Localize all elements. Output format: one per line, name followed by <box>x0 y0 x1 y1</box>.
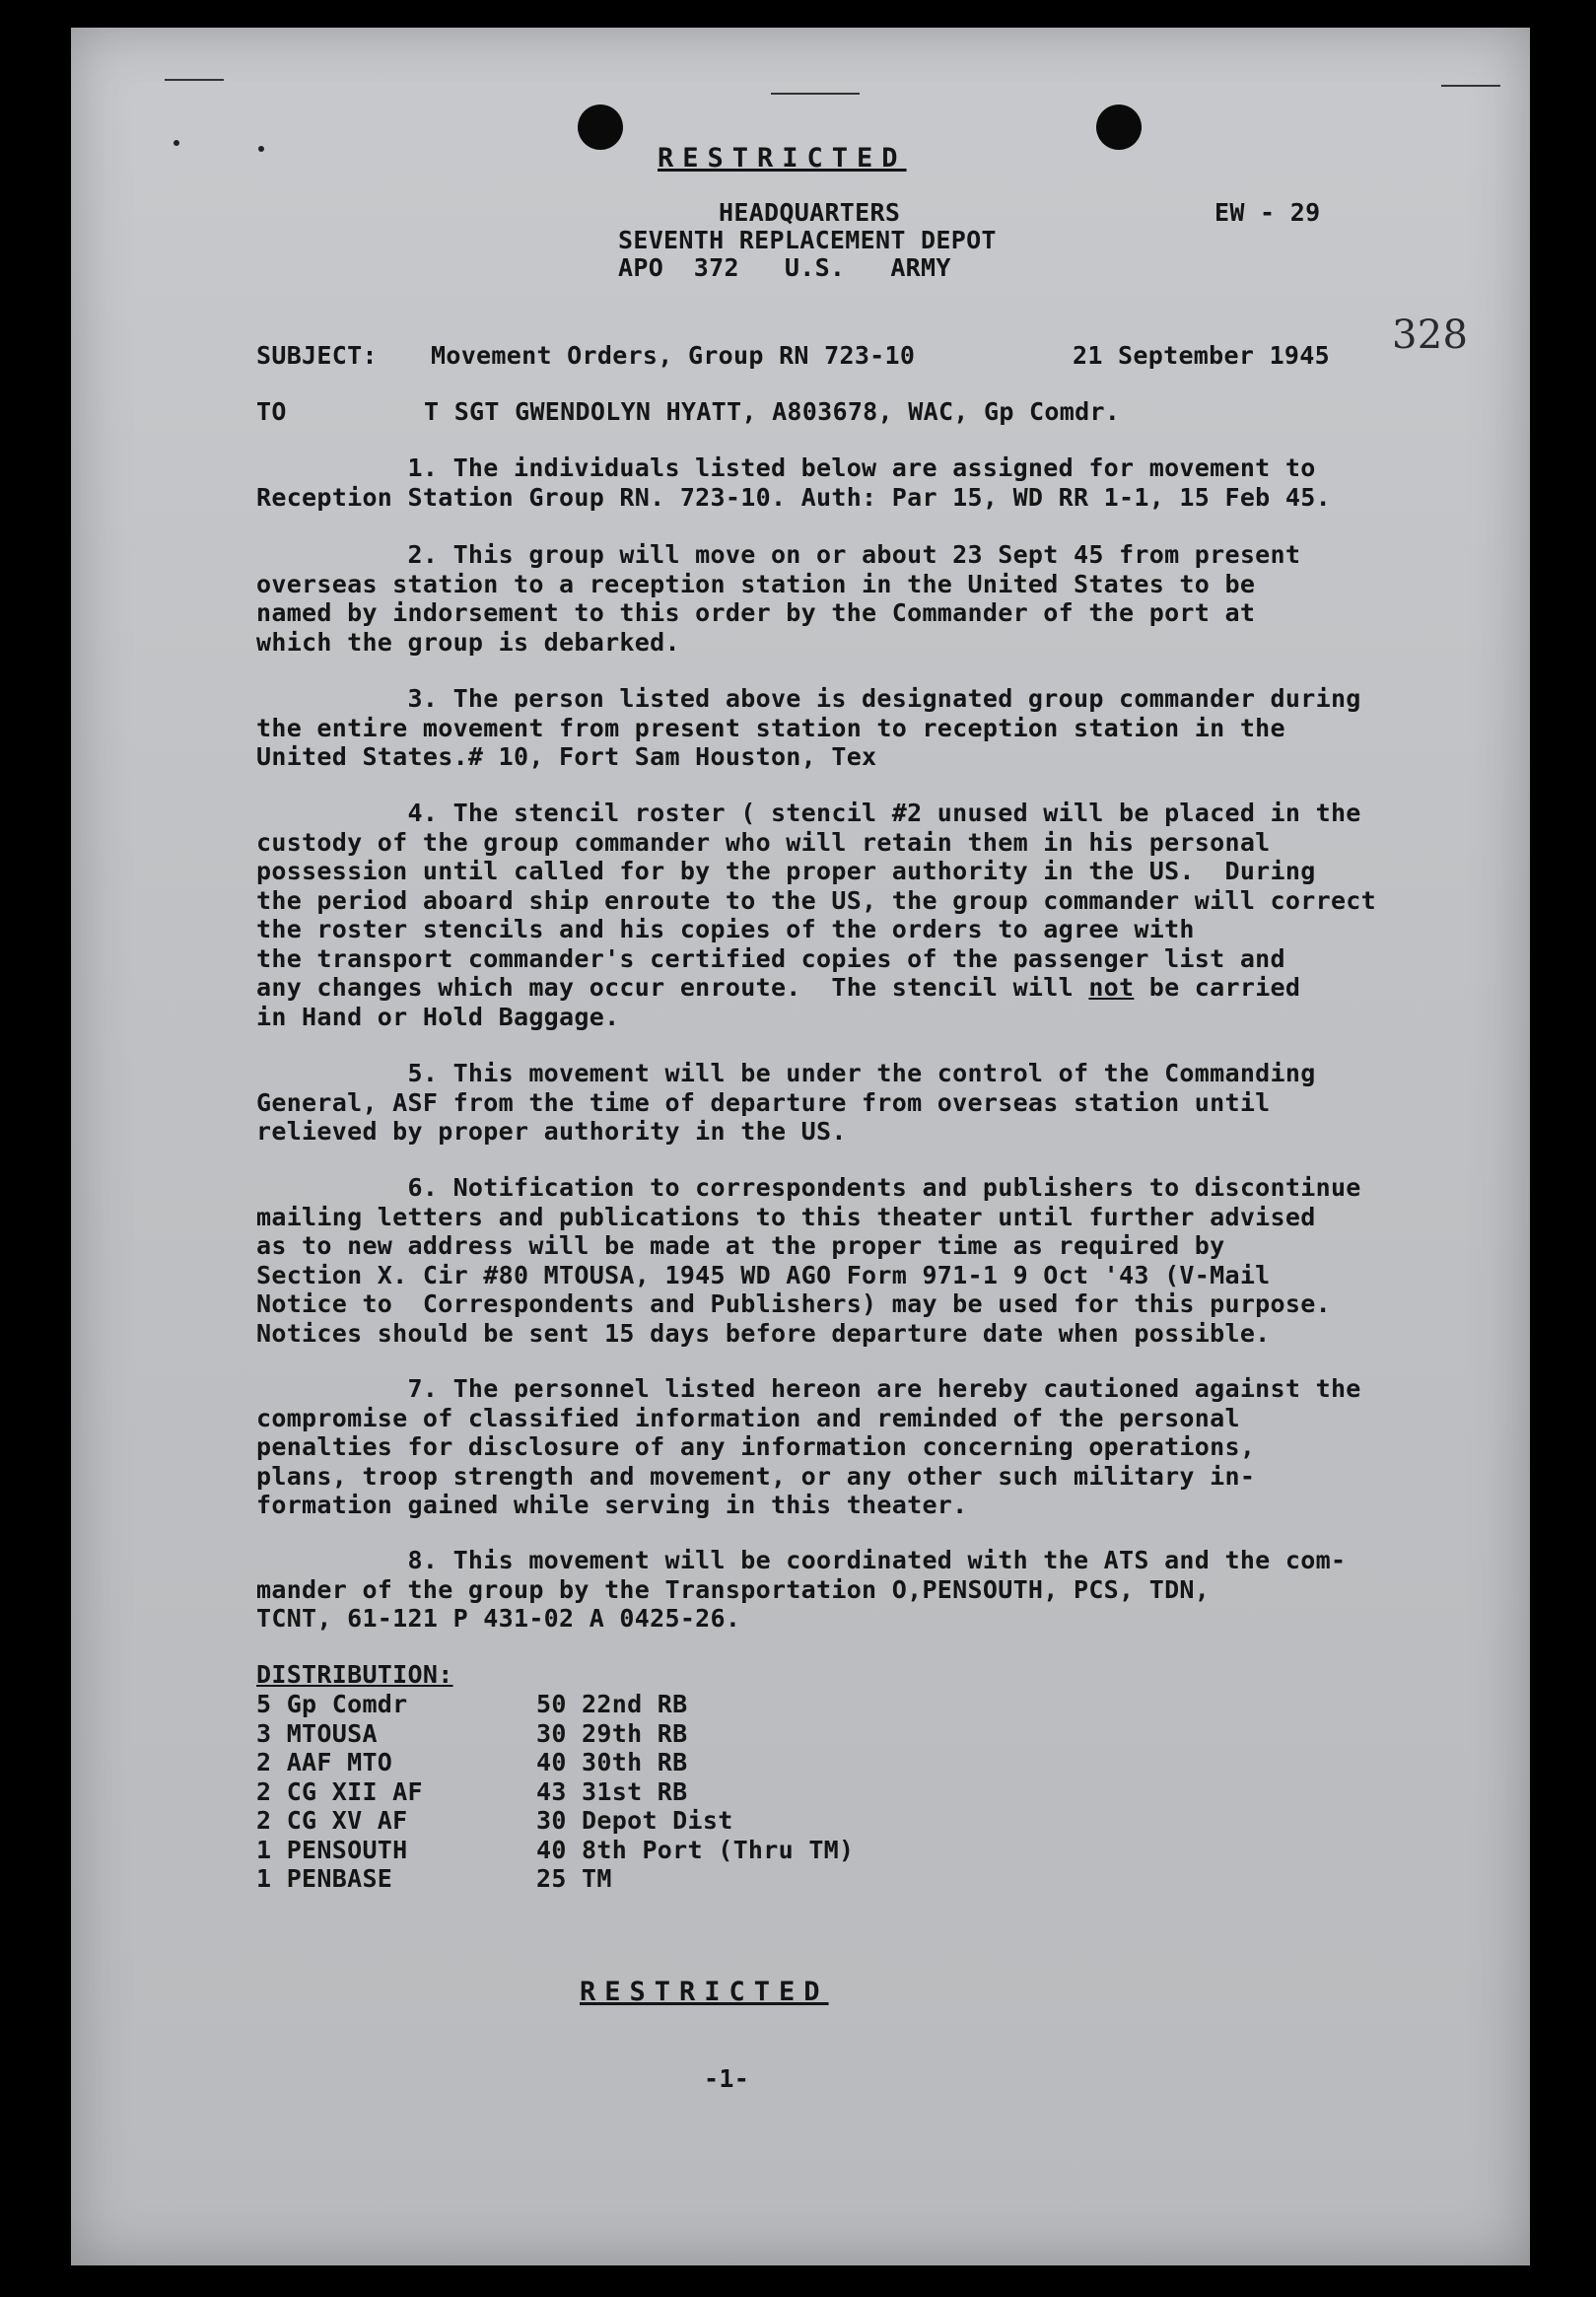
restricted-top: RESTRICTED <box>658 143 907 174</box>
ew-code: EW - 29 <box>1214 198 1321 227</box>
paragraph-7-line: formation gained while serving in this theater. <box>256 1491 968 1519</box>
paragraph-5-line: relieved by proper authority in the US. <box>256 1117 847 1146</box>
paragraph-2-line: overseas station to a reception station in the United States to be <box>256 569 1256 598</box>
distribution-item: 2 CG XII AF <box>256 1776 423 1806</box>
distribution-item: 1 PENSOUTH <box>256 1835 408 1864</box>
paragraph-7 <box>256 1374 1361 1520</box>
paragraph-6-line: mailing letters and publications to this theater until further advised <box>256 1202 1316 1231</box>
paragraph-4-line: the roster stencils and his copies of the orders to agree with <box>256 915 1195 943</box>
paragraph-1 <box>256 453 1331 512</box>
restricted-bottom: RESTRICTED <box>580 1977 829 2007</box>
paragraph-4-line: the period aboard ship enroute to the US, the group commander will correct <box>256 885 1376 915</box>
paragraph-3-line: the entire movement from present station to reception station in the <box>256 713 1285 742</box>
distribution-item: 3 MTOUSA <box>256 1718 378 1748</box>
paragraph-4-tail: be carried <box>1134 973 1301 1002</box>
distribution-item: 43 31st RB <box>536 1776 688 1806</box>
distribution-left <box>256 1690 423 1894</box>
paragraph-2-line: named by indorsement to this order by the Commander of the port at <box>256 598 1256 627</box>
distribution-item: 25 TM <box>536 1864 612 1893</box>
header-line-3: APO 372 U.S. ARMY <box>618 253 951 282</box>
document-page <box>71 28 1530 2265</box>
distribution-right <box>536 1690 854 1894</box>
distribution-item: 40 30th RB <box>536 1748 688 1776</box>
paragraph-6-line: 6. Notification to correspondents and publishers to discontinue <box>256 1173 1361 1202</box>
paragraph-3-line: United States.# 10, Fort Sam Houston, Tex <box>256 742 877 771</box>
paragraph-7-line: 7. The personnel listed hereon are hereby cautioned against the <box>256 1374 1361 1403</box>
paragraph-5-line: 5. This movement will be under the control of the Commanding <box>256 1059 1316 1087</box>
paragraph-8-line: 8. This movement will be coordinated with the ATS and the com- <box>256 1546 1347 1574</box>
paragraph-6-line: Notices should be sent 15 days before departure date when possible. <box>256 1318 1271 1348</box>
paragraph-1-line: 1. The individuals listed below are assigned for movement to <box>256 453 1316 482</box>
stamp-number: 328 <box>1392 313 1469 358</box>
page-number: -1- <box>704 2064 750 2093</box>
paragraph-5 <box>256 1059 1316 1147</box>
paragraph-5-line: General, ASF from the time of departure from overseas station until <box>256 1087 1271 1117</box>
punch-hole-left <box>578 104 623 150</box>
paragraph-4-line: possession until called for by the proper authority in the US. During <box>256 857 1316 885</box>
paragraph-4-line: custody of the group commander who will retain them in his personal <box>256 827 1271 857</box>
subject-text: Movement Orders, Group RN 723-10 <box>431 341 916 370</box>
header-line-2: SEVENTH REPLACEMENT DEPOT <box>618 226 997 254</box>
distribution-item: 50 22nd RB <box>536 1690 688 1718</box>
paragraph-8-line: TCNT, 61-121 P 431-02 A 0425-26. <box>256 1604 741 1633</box>
speck <box>258 146 264 152</box>
edge-mark <box>1441 85 1500 87</box>
paragraph-4-line: in Hand or Hold Baggage. <box>256 1002 620 1031</box>
paragraph-3 <box>256 684 1361 772</box>
paragraph-7-line: plans, troop strength and movement, or any other such military in- <box>256 1461 1256 1491</box>
distribution-item: 5 Gp Comdr <box>256 1690 408 1718</box>
paragraph-2-line: which the group is debarked. <box>256 627 680 657</box>
paragraph-6 <box>256 1173 1361 1348</box>
paragraph-4-line: the transport commander's certified copies of the passenger list and <box>256 943 1285 973</box>
distribution-item: 30 Depot Dist <box>536 1806 733 1835</box>
to-text: T SGT GWENDOLYN HYATT, A803678, WAC, Gp Comdr. <box>424 397 1121 426</box>
edge-mark <box>771 93 860 95</box>
paragraph-4-text: any changes which may occur enroute. The stencil will <box>256 973 1089 1002</box>
underlined-not: not <box>1088 973 1135 1002</box>
paragraph-6-line: Section X. Cir #80 MTOUSA, 1945 WD AGO Form 971-1 9 Oct '43 (V-Mail <box>256 1260 1271 1289</box>
distribution-item: 2 AAF MTO <box>256 1748 393 1776</box>
subject-label: SUBJECT: <box>256 341 378 370</box>
header-line-1: HEADQUARTERS <box>719 198 901 227</box>
edge-mark <box>165 79 224 81</box>
paragraph-8-line: mander of the group by the Transportation O,PENSOUTH, PCS, TDN, <box>256 1574 1211 1604</box>
punch-hole-right <box>1096 104 1142 150</box>
paragraph-7-line: penalties for disclosure of any information concerning operations, <box>256 1432 1256 1461</box>
paragraph-3-line: 3. The person listed above is designated group commander during <box>256 684 1361 713</box>
paragraph-7-line: compromise of classified information and reminded of the personal <box>256 1403 1240 1432</box>
distribution-item: 30 29th RB <box>536 1718 688 1748</box>
paragraph-8 <box>256 1546 1346 1634</box>
speck <box>173 140 179 146</box>
paragraph-4 <box>256 799 1376 1031</box>
paragraph-1-line: Reception Station Group RN. 723-10. Auth: Par 15, WD RR 1-1, 15 Feb 45. <box>256 482 1331 512</box>
paragraph-4-line: 4. The stencil roster ( stencil #2 unused will be placed in the <box>256 799 1361 827</box>
distribution-item: 1 PENBASE <box>256 1864 393 1893</box>
subject-date: 21 September 1945 <box>1073 341 1330 370</box>
distribution-item: 40 8th Port (Thru TM) <box>536 1835 855 1864</box>
paragraph-2-line: 2. This group will move on or about 23 Sept 45 from present <box>256 540 1301 569</box>
paragraph-2 <box>256 540 1300 657</box>
distribution-item: 2 CG XV AF <box>256 1806 408 1835</box>
paragraph-4-line-mixed <box>256 973 1376 1003</box>
to-label: TO <box>256 397 287 426</box>
distribution-heading: DISTRIBUTION: <box>256 1660 453 1689</box>
paragraph-6-line: Notice to Correspondents and Publishers) may be used for this purpose. <box>256 1289 1331 1318</box>
paragraph-6-line: as to new address will be made at the proper time as required by <box>256 1231 1225 1260</box>
